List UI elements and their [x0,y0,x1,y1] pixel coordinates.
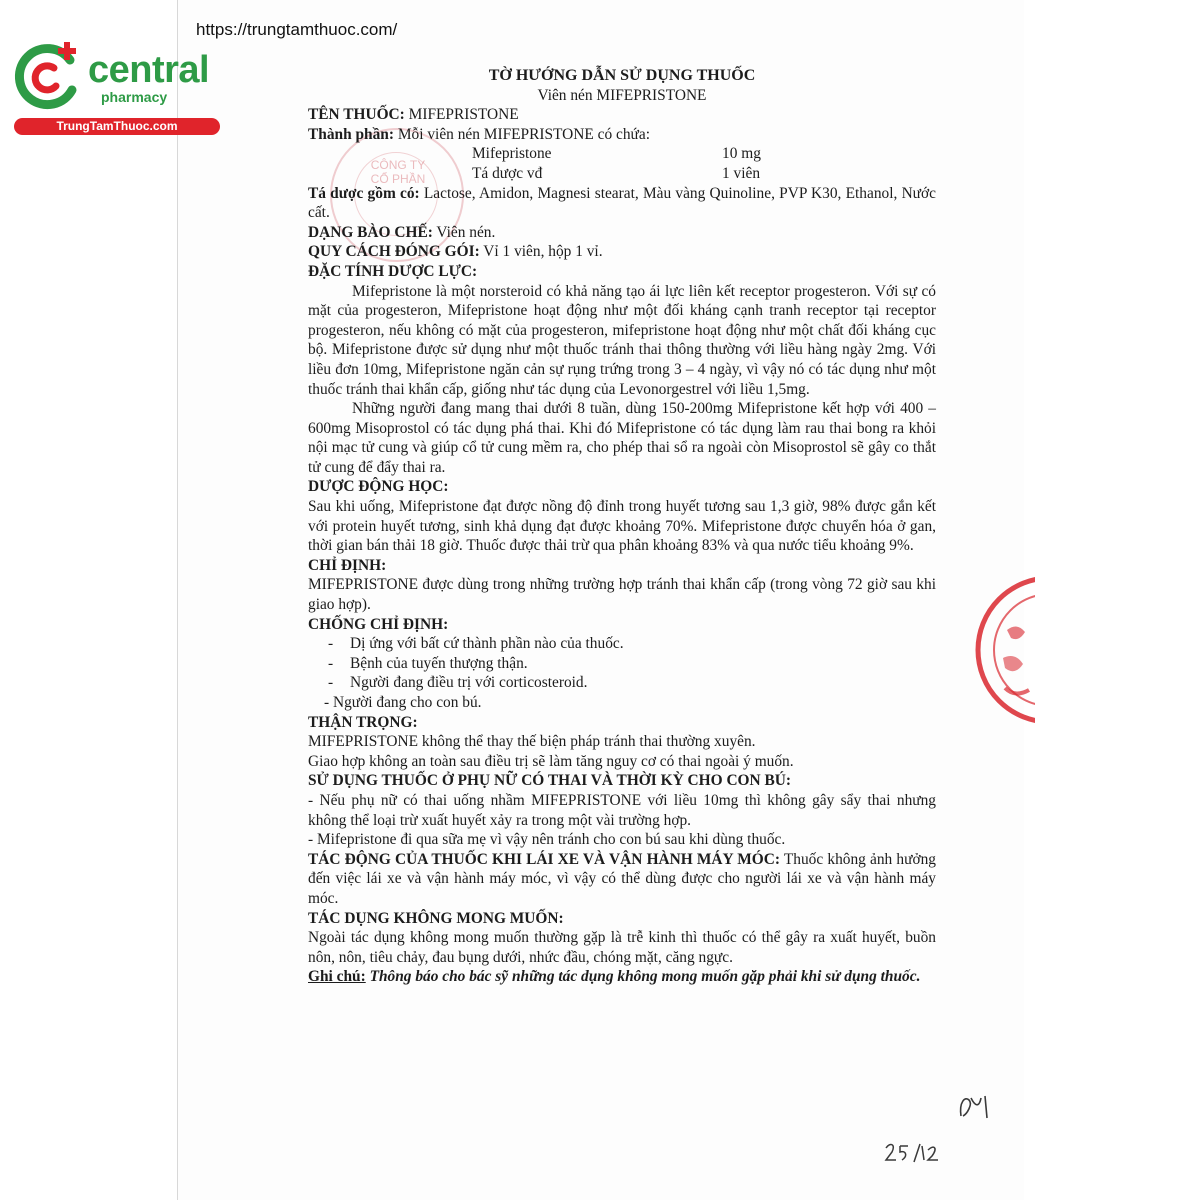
composition-line [308,125,936,145]
logo-subtitle: pharmacy [101,89,168,105]
logo-name: central [88,49,210,91]
list-item-text: Bệnh của tuyến thượng thận. [350,654,528,672]
list-item: - Bệnh của tuyến thượng thận. [328,654,528,672]
precautions-heading: THẬN TRỌNG: [308,713,418,731]
logo-c-icon [10,38,88,116]
packaging-label: QUY CÁCH ĐÓNG GÓI: [308,243,480,261]
list-item: - Người đang điều trị với corticosteroid. [328,674,588,692]
contraindications-heading: CHỐNG CHỈ ĐỊNH: [308,615,449,633]
precautions-line-2: Giao hợp không an toàn sau điều trị sẽ làm tăng nguy cơ có thai ngoài ý muốn. [308,752,794,770]
composition-row [308,144,936,164]
side-effects-heading: TÁC DỤNG KHÔNG MONG MUỐN: [308,909,564,927]
indications-text: MIFEPRISTONE được dùng trong những trường hợp tránh thai khẩn cấp (trong vòng 72 giờ sau khi giao hợp). [308,576,936,614]
pharmacokinetics-text: Sau khi uống, Mifepristone đạt được nồng độ đỉnh trong huyết tương sau 1,3 giờ, 98% được gắn kết với protein huyết tương, sinh khả dụng đạt được khoảng 70%. Mifepristone được chuyển hóa ở gan, thời gian bán thải 18 giờ. Thuốc được thải trừ qua phân khoảng 83% và qua nước tiểu khoảng 9%. [308,498,936,555]
driving-text: Thuốc không ảnh hưởng đến việc lái xe và vận hành máy móc, vì vậy có thể dùng được cho người lái xe và vận hành máy móc. [308,850,936,907]
excipients-label: Tá dược gồm có: [308,184,420,202]
doc-title: TỜ HƯỚNG DẪN SỬ DỤNG THUỐC [488,67,756,84]
excipients-line [308,184,936,223]
stamp-line-1: CÔNG TY [370,158,426,172]
stamp-line-2: CỔ PHẦN [370,172,426,186]
list-item-text: Người đang điều trị với corticosteroid. [350,674,588,692]
pregnancy-heading: SỬ DỤNG THUỐC Ở PHỤ NỮ CÓ THAI VÀ THỜI KỲ CHO CON BÚ: [308,772,791,790]
note-label: Ghi chú: [308,968,366,986]
ingredient-name: Mifepristone [472,145,552,163]
pregnancy-paragraph-1: - Nếu phụ nữ có thai uống nhầm MIFEPRISTONE với liều 10mg thì không gây sẩy thai nhưng không thể loại trừ xuất huyết xảy ra trong một vài trường hợp. [308,791,936,829]
list-item-text: Dị ứng với bất cứ thành phần nào của thuốc. [350,635,624,653]
dosage-form-label: DẠNG BÀO CHẾ: [308,223,433,241]
precautions-line-1: MIFEPRISTONE không thể thay thế biện pháp tránh thai thường xuyên. [308,733,756,751]
note-line [308,967,936,987]
indications-heading: CHỈ ĐỊNH: [308,556,387,574]
pregnancy-paragraph-2: - Mifepristone đi qua sữa mẹ vì vậy nên tránh cho con bú sau khi dùng thuốc. [308,831,786,849]
ingredient-amount: 1 viên [722,164,761,182]
composition-intro: Mỗi viên nén MIFEPRISTONE có chứa: [394,125,650,143]
list-item: - Người đang cho con bú. [324,694,482,711]
pharmacokinetics-heading: DƯỢC ĐỘNG HỌC: [308,478,449,496]
note-text: Thông báo cho bác sỹ những tác dụng không mong muốn gặp phải khi sử dụng thuốc. [365,968,921,986]
drug-name-line [308,105,936,125]
excipients-value: Lactose, Amidon, Magnesi stearat, Màu vàng Quinoline, PVP K30, Ethanol, Nước cất. [308,184,936,222]
packaging-line [308,242,936,262]
dosage-form-value: Viên nén. [432,223,496,241]
logo-tagline: TrungTamThuoc.com [14,118,220,135]
handwritten-date [884,1140,948,1166]
driving-line [308,850,936,909]
ingredient-name: Tá dược vđ [472,164,543,182]
source-url[interactable]: https://trungtamthuoc.com/ [196,20,398,39]
dosage-form-line [308,223,936,243]
central-pharmacy-logo[interactable] [10,38,215,138]
pharmacodynamics-paragraph-2: Những người đang mang thai dưới 8 tuần, dùng 150-200mg Mifepristone kết hợp với 400 – 600mg Misoprostol có tác dụng phá thai. Khi đó Mifepristone có tác dụng làm rau thai bong ra khỏi nội mạc tử cung và giúp cổ tử cung mềm ra, cho phép thai sổ ra ngoài còn Misoprostol sẽ gây co thắt tử cung để đẩy thai ra. [308,400,936,476]
driving-heading: TÁC ĐỘNG CỦA THUỐC KHI LÁI XE VÀ VẬN HÀNH MÁY MÓC: [308,850,780,868]
packaging-value: Vỉ 1 viên, hộp 1 vỉ. [479,243,603,261]
drug-name-label: TÊN THUỐC: [308,106,405,124]
ingredient-amount: 10 mg [722,145,761,163]
pharmacodynamics-paragraph-1: Mifepristone là một norsteroid có khả năng tạo ái lực liên kết receptor progesteron. Với sự có mặt của progesteron, Mifepristone hoạt động như một đối kháng cạnh tranh receptor tại receptor progesteron, nếu không có mặt của progesteron, mifepristone hoạt động như một chất đối kháng cục bộ. Mifepristone được sử dụng như một thuốc tránh thai thông thường với liều hàng ngày 2mg. Với liều đơn 10mg, Mifepristone ngăn cản sự rụng trứng trong 3 – 4 ngày, vì vậy nó có tác dụng như một thuốc tránh thai khẩn cấp, giống như tác dụng của Levonorgestrel với liều 1,5mg. [308,282,936,398]
drug-name-value: MIFEPRISTONE [404,106,519,124]
pharmacodynamics-heading: ĐẶC TÍNH DƯỢC LỰC: [308,262,478,280]
composition-label: Thành phần: [308,125,394,143]
list-item: - Dị ứng với bất cứ thành phần nào của thuốc. [328,635,624,653]
page-margin-right [1024,0,1200,1200]
leaflet-body [308,66,936,987]
doc-subtitle: Viên nén MIFEPRISTONE [537,86,707,104]
side-effects-text: Ngoài tác dụng không mong muốn thường gặp là trễ kinh thì thuốc có thể gây ra xuất huyết, buồn nôn, nôn, tiêu chảy, đau bụng dưới, nhức đầu, chóng mặt, căng ngực. [308,929,936,966]
composition-row [308,164,936,184]
handwritten-initials [957,1092,997,1122]
